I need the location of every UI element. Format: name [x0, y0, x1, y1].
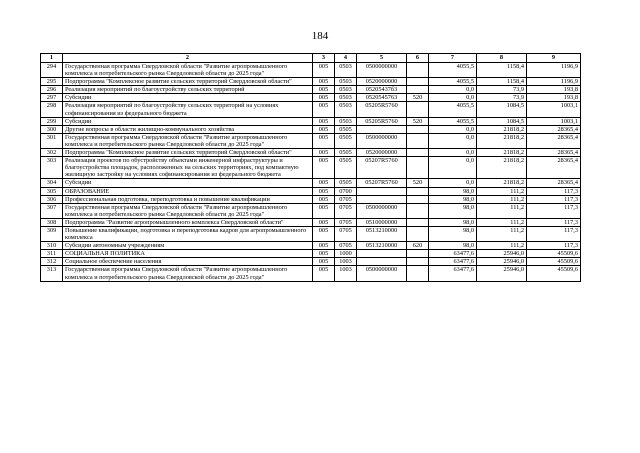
cell-v7: 4055,5 [429, 117, 477, 125]
cell-num: 308 [41, 218, 63, 226]
cell-v9: 45509,6 [527, 250, 581, 258]
table-body [41, 63, 581, 282]
cell-v7: 0,0 [429, 125, 477, 133]
cell-c3: 005 [313, 250, 335, 258]
cell-desc: Государственная программа Свердловской области "Развитие агропромышленного комплекса и потребительского рынка Свердловской области до 2025 года" [63, 266, 313, 281]
cell-v7: 63477,6 [429, 258, 477, 266]
cell-desc: Субсидии автономным учреждениям [63, 242, 313, 250]
cell-num: 298 [41, 102, 63, 117]
header-cell: 7 [429, 54, 477, 63]
cell-v9: 28365,4 [527, 179, 581, 187]
header-cell: 8 [477, 54, 527, 63]
cell-v9: 28365,4 [527, 133, 581, 148]
cell-desc: Реализация мероприятий по благоустройству сельских территорий [63, 86, 313, 94]
cell-c3: 005 [313, 187, 335, 195]
table-row [41, 133, 581, 148]
cell-c5 [357, 258, 407, 266]
header-cell: 4 [335, 54, 357, 63]
cell-c5 [357, 125, 407, 133]
cell-c3: 005 [313, 78, 335, 86]
cell-v8: 73,9 [477, 94, 527, 102]
cell-c6 [407, 133, 429, 148]
cell-desc: Государственная программа Свердловской области "Развитие агропромышленного комплекса и потребительского рынка Свердловской области до 2025 года" [63, 133, 313, 148]
cell-c4: 1003 [335, 258, 357, 266]
cell-desc: Субсидии [63, 179, 313, 187]
cell-v7: 4055,5 [429, 78, 477, 86]
cell-v8: 73,9 [477, 86, 527, 94]
cell-desc: Социальное обеспечение населения [63, 258, 313, 266]
cell-c5: 0520545763 [357, 94, 407, 102]
cell-v7: 0,0 [429, 94, 477, 102]
budget-table [40, 53, 581, 282]
cell-desc: Подпрограмма "Комплексное развитие сельских территорий Свердловской области" [63, 149, 313, 157]
cell-num: 294 [41, 63, 63, 78]
cell-c5: 05205R5760 [357, 102, 407, 117]
cell-v8: 111,2 [477, 187, 527, 195]
table-row [41, 187, 581, 195]
cell-v9: 28365,4 [527, 149, 581, 157]
table-row [41, 157, 581, 179]
cell-c5: 0513210000 [357, 242, 407, 250]
cell-c3: 005 [313, 258, 335, 266]
cell-desc: Субсидии [63, 94, 313, 102]
table-row [41, 179, 581, 187]
cell-v9: 28365,4 [527, 157, 581, 179]
cell-c3: 005 [313, 102, 335, 117]
cell-v8: 1084,5 [477, 102, 527, 117]
cell-v8: 1158,4 [477, 78, 527, 86]
table-row [41, 250, 581, 258]
cell-desc: Государственная программа Свердловской области "Развитие агропромышленного комплекса и потребительского рынка Свердловской области до 2025 года" [63, 203, 313, 218]
cell-num: 305 [41, 187, 63, 195]
page-number: 184 [311, 30, 329, 42]
cell-v7: 98,0 [429, 203, 477, 218]
cell-num: 295 [41, 78, 63, 86]
cell-c3: 005 [313, 133, 335, 148]
cell-c6 [407, 125, 429, 133]
cell-desc: Повышение квалификации, подготовка и переподготовка кадров для агропромышленного комплекса [63, 226, 313, 241]
cell-v9: 1003,1 [527, 102, 581, 117]
cell-c5: 0513210000 [357, 226, 407, 241]
cell-v7: 0,0 [429, 86, 477, 94]
table-row [41, 203, 581, 218]
header-cell: 9 [527, 54, 581, 63]
cell-c4: 0505 [335, 133, 357, 148]
cell-c5 [357, 250, 407, 258]
header-cell: 5 [357, 54, 407, 63]
cell-num: 296 [41, 86, 63, 94]
header-row [41, 54, 581, 63]
cell-v8: 111,2 [477, 242, 527, 250]
table-row [41, 117, 581, 125]
cell-v8: 21818,2 [477, 179, 527, 187]
table-row [41, 125, 581, 133]
cell-c6: 520 [407, 117, 429, 125]
cell-v7: 0,0 [429, 133, 477, 148]
cell-num: 303 [41, 157, 63, 179]
cell-c6 [407, 187, 429, 195]
cell-c3: 005 [313, 86, 335, 94]
table-row [41, 242, 581, 250]
cell-c4: 0705 [335, 226, 357, 241]
table-row [41, 102, 581, 117]
cell-num: 312 [41, 258, 63, 266]
cell-desc: СОЦИАЛЬНАЯ ПОЛИТИКА [63, 250, 313, 258]
cell-v7: 98,0 [429, 187, 477, 195]
cell-c5: 0500000000 [357, 63, 407, 78]
header-cell: 6 [407, 54, 429, 63]
cell-c5: 05205R5760 [357, 117, 407, 125]
cell-c4: 1000 [335, 250, 357, 258]
cell-c5: 0500000000 [357, 203, 407, 218]
cell-c5 [357, 195, 407, 203]
cell-v7: 63477,6 [429, 266, 477, 281]
cell-c4: 1003 [335, 266, 357, 281]
cell-v9: 45509,6 [527, 266, 581, 281]
cell-c3: 005 [313, 266, 335, 281]
cell-c3: 005 [313, 203, 335, 218]
cell-c6 [407, 195, 429, 203]
cell-c6 [407, 226, 429, 241]
cell-c5: 0500000000 [357, 266, 407, 281]
cell-c3: 005 [313, 242, 335, 250]
cell-desc: Подпрограмма "Развитие агропромышленного комплекса Свердловской области" [63, 218, 313, 226]
cell-c3: 005 [313, 63, 335, 78]
cell-v9: 1003,1 [527, 117, 581, 125]
table-row [41, 94, 581, 102]
table-row [41, 266, 581, 281]
cell-v8: 21818,2 [477, 133, 527, 148]
cell-v9: 117,3 [527, 203, 581, 218]
cell-c3: 005 [313, 157, 335, 179]
cell-c3: 005 [313, 149, 335, 157]
cell-v7: 98,0 [429, 195, 477, 203]
cell-v9: 117,3 [527, 242, 581, 250]
cell-c5: 0520000000 [357, 149, 407, 157]
cell-desc: Субсидии [63, 117, 313, 125]
cell-c4: 0505 [335, 125, 357, 133]
table-row [41, 226, 581, 241]
cell-c4: 0503 [335, 86, 357, 94]
cell-v8: 25946,0 [477, 250, 527, 258]
table-row [41, 149, 581, 157]
cell-c4: 0503 [335, 63, 357, 78]
cell-v8: 111,2 [477, 218, 527, 226]
header-cell: 2 [63, 54, 313, 63]
cell-v7: 98,0 [429, 226, 477, 241]
cell-num: 313 [41, 266, 63, 281]
cell-v7: 98,0 [429, 242, 477, 250]
cell-c4: 0503 [335, 78, 357, 86]
cell-num: 311 [41, 250, 63, 258]
cell-c4: 0505 [335, 157, 357, 179]
cell-desc: Государственная программа Свердловской области "Развитие агропромышленного комплекса и потребительского рынка Свердловской области до 2025 года" [63, 63, 313, 78]
header-cell: 1 [41, 54, 63, 63]
cell-c5: 05207R5760 [357, 157, 407, 179]
cell-num: 307 [41, 203, 63, 218]
cell-c6 [407, 86, 429, 94]
cell-v7: 0,0 [429, 157, 477, 179]
cell-c6 [407, 78, 429, 86]
cell-c6 [407, 102, 429, 117]
cell-c3: 005 [313, 195, 335, 203]
cell-c5: 0520000000 [357, 78, 407, 86]
cell-num: 306 [41, 195, 63, 203]
cell-num: 309 [41, 226, 63, 241]
cell-num: 297 [41, 94, 63, 102]
cell-v7: 0,0 [429, 149, 477, 157]
cell-c3: 005 [313, 94, 335, 102]
cell-desc: ОБРАЗОВАНИЕ [63, 187, 313, 195]
cell-c3: 005 [313, 179, 335, 187]
cell-v8: 1084,5 [477, 117, 527, 125]
cell-v9: 193,8 [527, 86, 581, 94]
cell-c6: 620 [407, 242, 429, 250]
cell-num: 299 [41, 117, 63, 125]
cell-c5: 05205437б3 [357, 86, 407, 94]
cell-v7: 0,0 [429, 179, 477, 187]
header-cell: 3 [313, 54, 335, 63]
cell-v9: 45509,6 [527, 258, 581, 266]
cell-v9: 117,3 [527, 226, 581, 241]
cell-c3: 005 [313, 226, 335, 241]
cell-c6 [407, 63, 429, 78]
table-row [41, 86, 581, 94]
cell-v9: 28365,4 [527, 125, 581, 133]
cell-num: 310 [41, 242, 63, 250]
cell-c5: 0510000000 [357, 218, 407, 226]
cell-desc: Подпрограмма "Комплексное развитие сельских территорий Свердловской области" [63, 78, 313, 86]
cell-desc: Другие вопросы в области жилищно-коммунального хозяйства [63, 125, 313, 133]
cell-c5: 05207R5760 [357, 179, 407, 187]
cell-c5 [357, 187, 407, 195]
cell-num: 304 [41, 179, 63, 187]
cell-num: 301 [41, 133, 63, 148]
cell-c6 [407, 258, 429, 266]
cell-c6: 520 [407, 179, 429, 187]
table-row [41, 218, 581, 226]
cell-v9: 193,8 [527, 94, 581, 102]
table-row [41, 63, 581, 78]
cell-v9: 1196,9 [527, 63, 581, 78]
cell-v8: 1158,4 [477, 63, 527, 78]
cell-desc: Реализация мероприятий по благоустройству сельских территорий на условиях софинансирования из федерального бюджета [63, 102, 313, 117]
cell-c4: 0505 [335, 149, 357, 157]
table-row [41, 258, 581, 266]
cell-c4: 0700 [335, 187, 357, 195]
table-row [41, 78, 581, 86]
cell-v8: 21818,2 [477, 157, 527, 179]
cell-c6 [407, 266, 429, 281]
cell-c4: 0505 [335, 179, 357, 187]
cell-c4: 0705 [335, 218, 357, 226]
cell-v9: 1196,9 [527, 78, 581, 86]
cell-c3: 005 [313, 218, 335, 226]
cell-c6 [407, 250, 429, 258]
cell-desc: Профессиональная подготовка, переподготовка и повышение квалификации [63, 195, 313, 203]
cell-v9: 117,3 [527, 218, 581, 226]
cell-v7: 4055,5 [429, 63, 477, 78]
cell-c6 [407, 203, 429, 218]
cell-c6 [407, 157, 429, 179]
cell-desc: Реализация проектов по обустройству объектами инженерной инфраструктуры и благоустройства площадок, расположенных на сельских территориях, под компактную жилищную застройку на условиях софинансирования из федерального бюджета [63, 157, 313, 179]
cell-v8: 111,2 [477, 203, 527, 218]
cell-v8: 21818,2 [477, 125, 527, 133]
cell-c3: 005 [313, 125, 335, 133]
cell-c3: 005 [313, 117, 335, 125]
cell-c5: 0500000000 [357, 133, 407, 148]
cell-v9: 117,3 [527, 195, 581, 203]
cell-v9: 117,3 [527, 187, 581, 195]
cell-c4: 0503 [335, 117, 357, 125]
cell-c4: 0705 [335, 195, 357, 203]
cell-num: 302 [41, 149, 63, 157]
cell-v8: 111,2 [477, 195, 527, 203]
cell-c4: 0705 [335, 203, 357, 218]
cell-c4: 0503 [335, 102, 357, 117]
cell-num: 300 [41, 125, 63, 133]
cell-v8: 21818,2 [477, 149, 527, 157]
table-row [41, 195, 581, 203]
cell-c6 [407, 218, 429, 226]
cell-c4: 0705 [335, 242, 357, 250]
cell-c6 [407, 149, 429, 157]
cell-c6: 520 [407, 94, 429, 102]
cell-v7: 98,0 [429, 218, 477, 226]
cell-v8: 111,2 [477, 226, 527, 241]
cell-v7: 4055,5 [429, 102, 477, 117]
cell-v8: 25946,0 [477, 258, 527, 266]
cell-v7: 63477,6 [429, 250, 477, 258]
cell-v8: 25946,0 [477, 266, 527, 281]
cell-c4: 0503 [335, 94, 357, 102]
